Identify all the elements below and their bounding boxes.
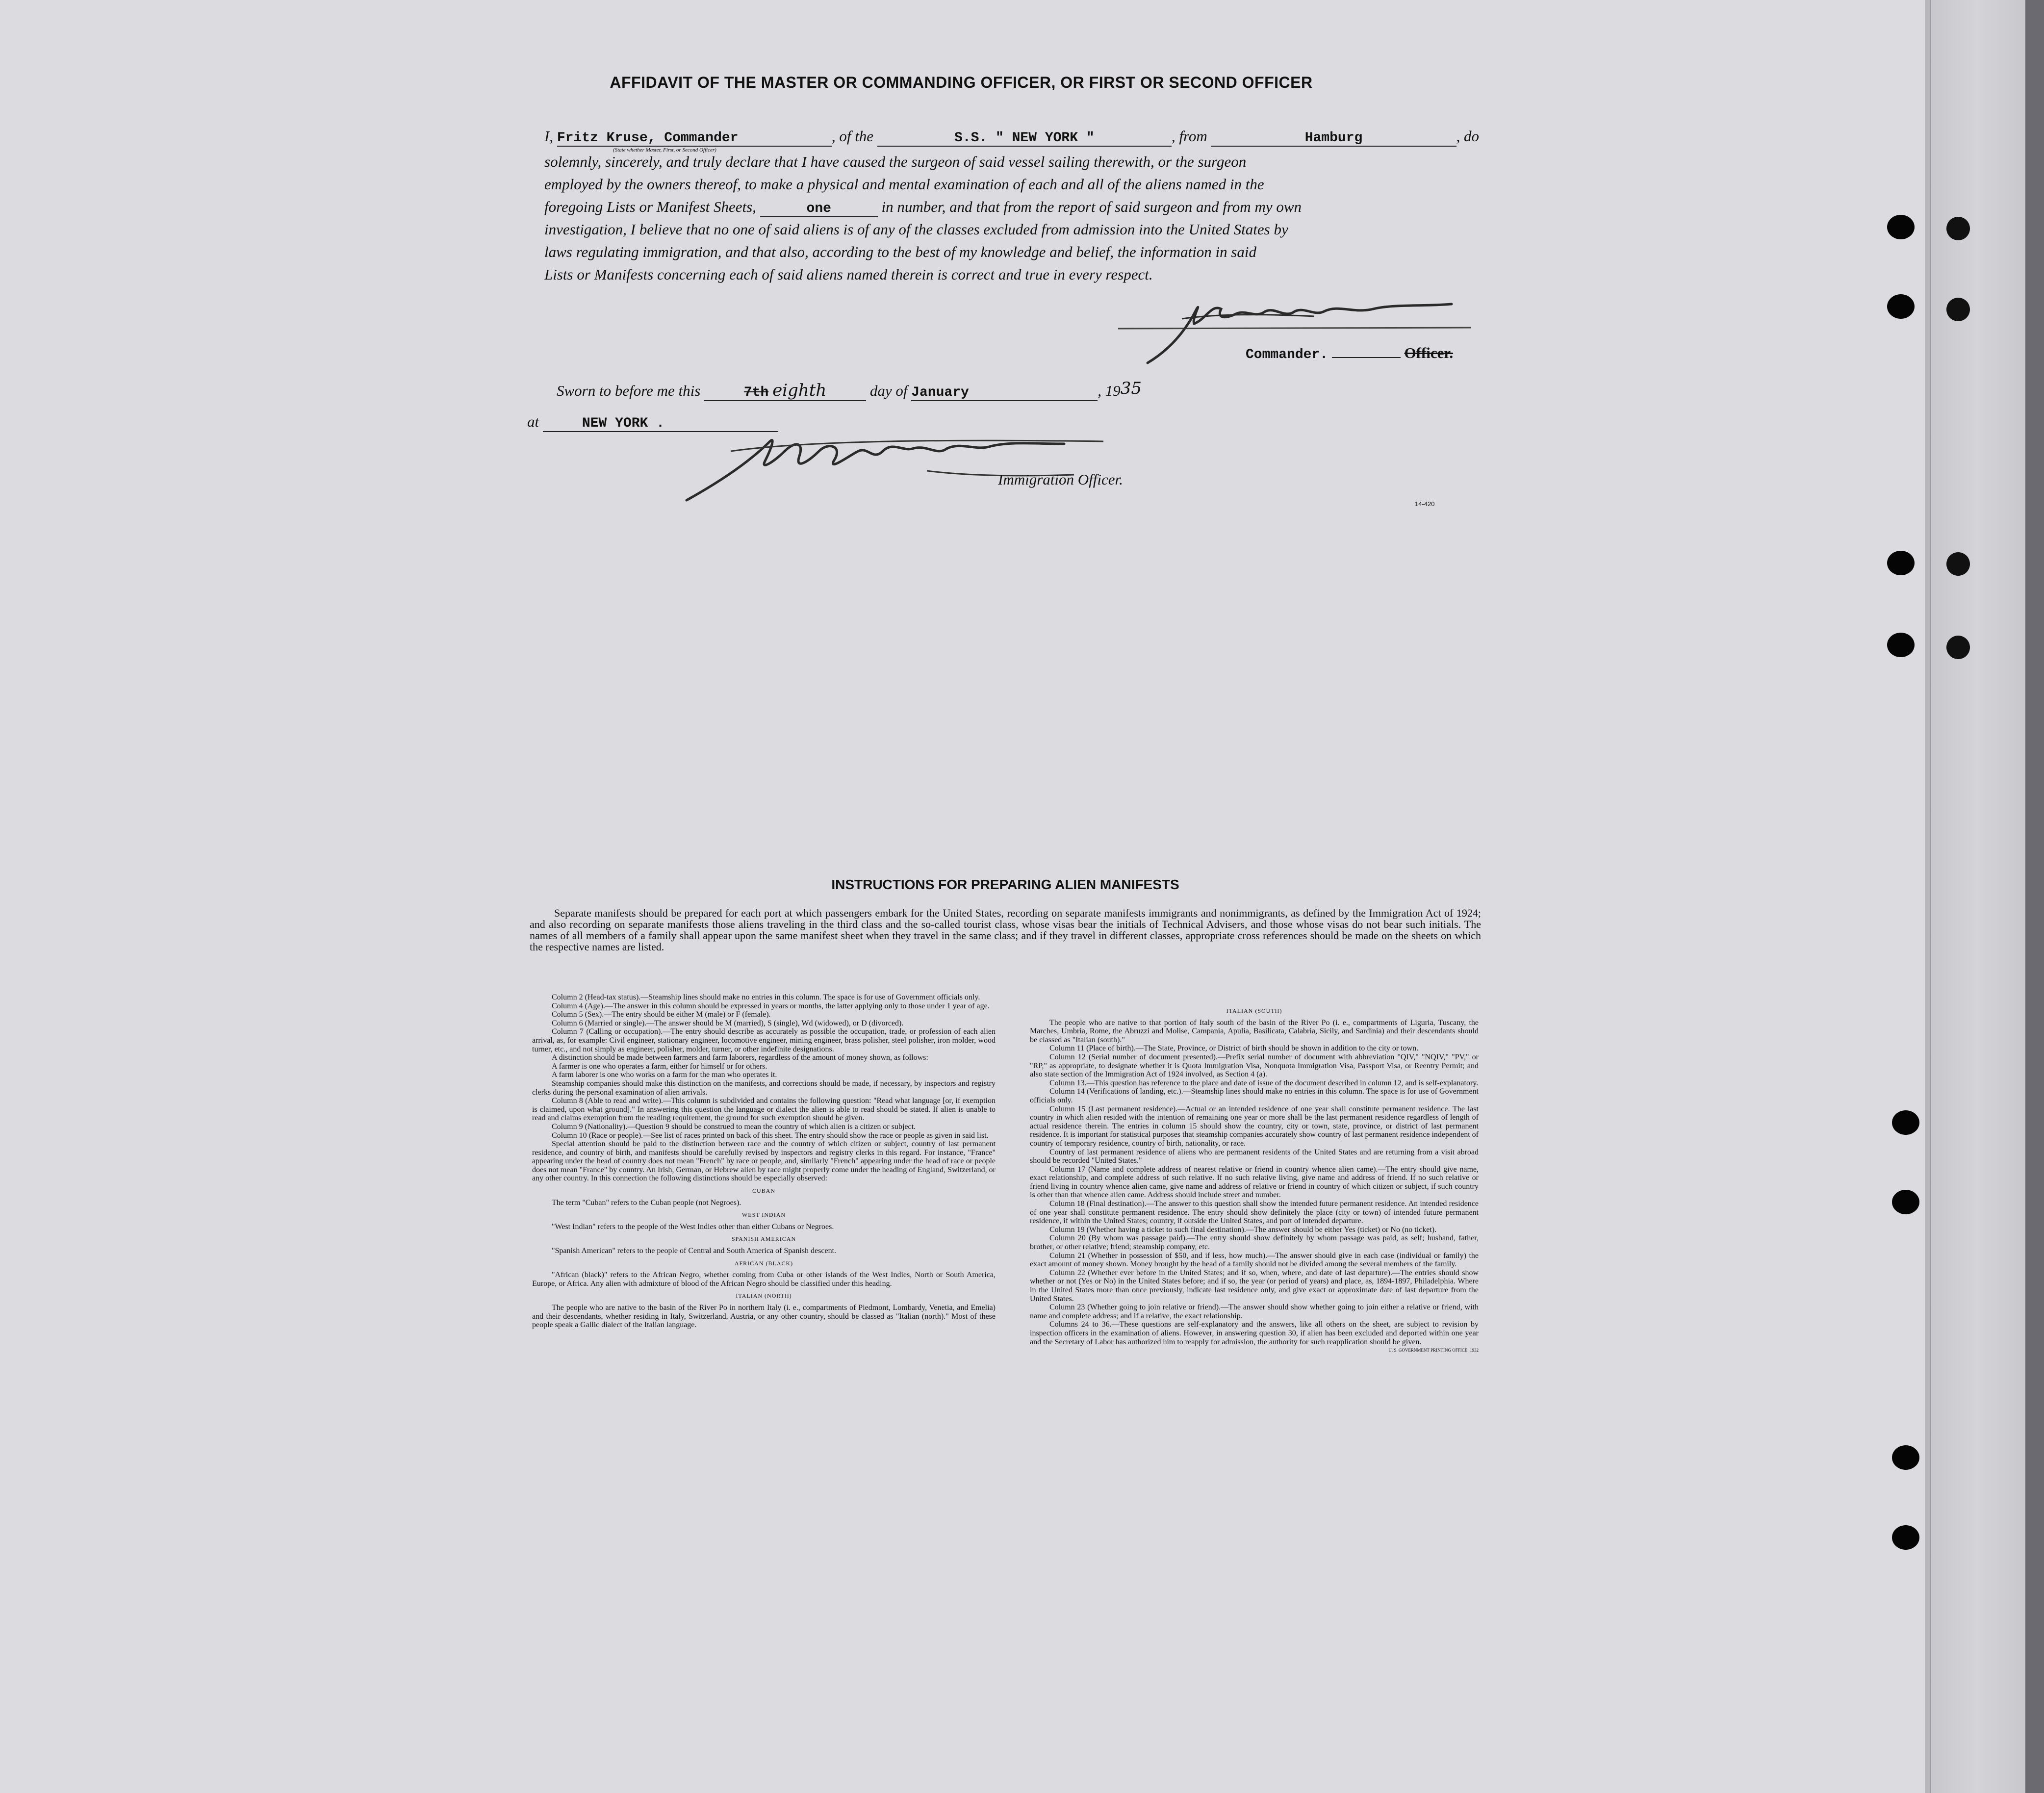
- day-struck: 7th: [743, 385, 769, 400]
- instructions-right-column: ITALIAN (SOUTH) The people who are native to that portion of Italy south of the basin of the River Po (i. e., compartments of Liguria, Tuscany, the Marches, Umbria, Rome, the Abruzzi and Molise, Campania, Apulia, Basilicata, Calabria, Sicily, and Sardinia) and their descendants should be classed as "Italian (south)." Column 11 (Place of birth).—The State, Province, or District of birth should be shown in addition to the city or town. Column 12 (Serial number of document presented).—Prefix serial number of document with abbreviation "QIV," "NQIV," "PV," or "RP," as appropriate, to designate whether it is Quota Immigration Visa, Nonquota Immigration Visa, Passport Visa, or Reentry Permit; and also state section of the Immigration Act of 1924 involved, as Section 4 (a). Column 13.—This question has reference to the place and date of issue of the document described in column 12, and is self-explanatory. Column 14 (Verifications of landing, etc.).—Steamship lines should make no entries in this column. The space is for use of Government officials only. Column 15 (Last permanent residence).—Actual or an intended residence of one year shall constitute permanent residence. The last country in which alien resided with the intention of remaining one year or more shall be the last permanent residence regardless of length of actual residence therein. The entries in column 15 should show the country, city or town, state, province, or district of last permanent residence. It is important for statistical purposes that steamship companies accurately show country of last permanent residence independent of country of temporary residence, country of birth, nationality, or race. Country of last permanent residence of aliens who are permanent residents of the United States and are returning from a visit abroad should be recorded "United States." Column 17 (Name and complete address of nearest relative or friend in country whence alien came).—The entry should give name, exact relationship, and complete address of such relative. If no such relative living, give name and address of friend. If no such relative or friend living in country whence alien came, give name and address of relative or friend in country of which citizen or subject, if such country is other than that whence alien came. Address should include street and number. Column 18 (Final destination).—The answer to this question shall show the intended future permanent residence. An intended residence of one year shall constitute permanent residence. The entry should show definitely the place (city or town) of intended future permanent residence, if within the United States; country, if outside the United States, and port of intended departure. Column 19 (Whether having a ticket to such final destination).—The answer should be either Yes (ticket) or No (no ticket). Column 20 (By whom was passage paid).—The entry should show definitely by whom passage was paid, as self; husband, father, brother, or other relative; friend; steamship company, etc. Column 21 (Whether in possession of $50, and if less, how much).—The answer should give in each case (individual or family) the exact amount of money shown. Money brought by the head of a family should not be divided among the several members of the family. Column 22 (Whether ever before in the United States; and if so, when, where, and date of last departure).—The entries should show whether or not (Yes or No) in the United States before; and if so, the year (or period of years) and place, as, 1894-1897, Philadelphia. Where in the United States more than once previously, indicate last residence only, and give exact or approximate date of last departure from the United States. Column 23 (Whether going to join relative or friend).—The answer should show whether going to join either a relative or friend, with name and complete address; and if a relative, the exact relationship. Columns 24 to 36.—These questions are self-explanatory and the answers, like all others on the sheet, are subject to revision by inspection officers in the examination of aliens. However, in answering question 30, if alien has been excluded and deported within one year and the Secretary of Labor has authorized him to reapply for admission, the authority for such reapplication should be given. U. S. GOVERNMENT PRINTING OFFICE: 1932: [1030, 1003, 1479, 1355]
- month-field: January: [911, 385, 1098, 401]
- section-heading: WEST INDIAN: [741, 1211, 786, 1219]
- port-field: Hamburg: [1211, 130, 1456, 147]
- section-heading: AFRICAN (BLACK): [734, 1259, 793, 1267]
- punch-hole: [1887, 551, 1915, 575]
- punch-hole: [1892, 1110, 1919, 1135]
- instructions-title: INSTRUCTIONS FOR PREPARING ALIEN MANIFESTS: [831, 877, 1179, 892]
- sworn-line: Sworn to before me this 7th eighth day of January , 1935: [557, 379, 1142, 400]
- commander-title-line: [1246, 344, 1453, 362]
- immigration-officer-label: Immigration Officer.: [998, 471, 1123, 488]
- affidavit-line-5: investigation, I believe that no one of said aliens is of any of the classes excluded from admission into the United States by: [544, 221, 1288, 238]
- year-handwritten: 35: [1120, 379, 1142, 398]
- affidavit-line-6: laws regulating immigration, and that also, according to the best of my knowledge and belief, the information in said: [544, 243, 1257, 260]
- officer-rank-note: (State whether Master, First, or Second Officer): [613, 147, 716, 153]
- affidavit-line-4: foregoing Lists or Manifest Sheets, one in number, and that from the report of said surgeon and from my own: [544, 198, 1302, 216]
- binding-edge: [2025, 0, 2044, 1793]
- day-handwritten: eighth: [772, 381, 827, 400]
- affidavit-line-7: Lists or Manifests concerning each of said aliens named therein is correct and true in every respect.: [544, 266, 1153, 283]
- punch-hole: [1887, 294, 1915, 319]
- place-field: NEW YORK .: [543, 416, 778, 432]
- affidavit-line-2: solemnly, sincerely, and truly declare that I have caused the surgeon of said vessel sailing therewith, or the surgeon: [544, 153, 1247, 170]
- affidavit-title: AFFIDAVIT OF THE MASTER OR COMMANDING OFFICER, OR FIRST OR SECOND OFFICER: [610, 74, 1313, 91]
- punch-hole: [1892, 1525, 1919, 1550]
- instructions-left-column: Column 2 (Head-tax status).—Steamship lines should make no entries in this column. The space is for use of Government officials only. Column 4 (Age).—The answer in this column should be expressed in years or months, the latter applying only to those under 1 year of age. Column 5 (Sex).—The entry should be either M (male) or F (female). Column 6 (Married or single).—The answer should be M (married), S (single), Wd (widowed), or D (divorced). Column 7 (Calling or occupation).—The entry should describe as accurately as possible the occupation, trade, or profession of each alien arrival, as, for example: Civil engineer, stationary engineer, locomotive engineer, mining engineer, brass polisher, steel polisher, iron molder, wood turner, etc., and not simply as engineer, polisher, molder, turner, or other indefinite designations. A distinction should be made between farmers and farm laborers, regardless of the amount of money shown, as follows: A farmer is one who operates a farm, either for himself or for others. A farm laborer is one who works on a farm for the man who operates it. Steamship companies should make this distinction on the manifests, and corrections should be made, if necessary, by inspectors and registry clerks during the personal examination of alien arrivals. Column 8 (Able to read and write).—This column is subdivided and contains the following question: "Read what language [or, if exemption is claimed, upon what ground]." In answering this question the language or dialect the alien is able to read should be stated. If alien is unable to read and claims exemption from the reading requirement, the ground for such exemption should be given. Column 9 (Nationality).—Question 9 should be construed to mean the country of which alien is a citizen or subject. Column 10 (Race or people).—See list of races printed on back of this sheet. The entry should show the race or people as given in said list. Special attention should be paid to the distinction between race and the country of which citizen or subject, country of last permanent residence, and country of birth, and manifests should be carefully revised by inspectors and registry clerks in this regard. For instance, "France" appearing under the head of country does not mean "French" by race or people, and, similarly "French" appearing under the head of race or people does not mean "France" by country. An Irish, German, or Hebrew alien by race might properly come under the heading of England, Switzerland, or any other country. In this connection the following distinctions should be especially observed: CUBAN The term "Cuban" refers to the Cuban people (not Negroes). WEST INDIAN "West Indian" refers to the people of the West Indies other than either Cubans or Negroes. SPANISH AMERICAN "Spanish American" refers to the people of Central and South America of Spanish descent. AFRICAN (BLACK) "African (black)" refers to the African Negro, whether coming from Cuba or other islands of the West Indies, North or South America, Europe, or Africa. Any alien with admixture of blood of the African Negro should be classified under this heading. ITALIAN (NORTH) The people who are native to the basin of the River Po in northern Italy (i. e., compartments of Piedmont, Lombardy, Venetia, and Emelia) and their descendants, whether residing in Italy, Switzerland, Austria, or any other country, should be classed as "Italian (north)." Most of these people speak a Gallic dialect of the Italian language.: [532, 993, 996, 1330]
- officer-word-struck: Officer.: [1404, 344, 1454, 361]
- section-heading: CUBAN: [752, 1187, 775, 1195]
- place-line: at NEW YORK .: [527, 413, 778, 432]
- punch-hole: [1946, 217, 1970, 240]
- punch-hole: [1887, 633, 1915, 657]
- instructions-intro: Separate manifests should be prepared for each port at which passengers embark for the United States, recording on separate manifests immigrants and nonimmigrants, as defined by the Immigration Act of 1924; and also recording on separate manifests those aliens traveling in the third class and the so-called tourist class, whose visas bear the initials of Technical Advisers, and those whose visas do not bear such initials. The names of all members of a family shall appear upon the same manifest sheet when they travel in the same class; and if they travel in different classes, appropriate cross references should be made on the sheets on which the respective names are listed.: [530, 907, 1481, 953]
- punch-hole: [1946, 552, 1970, 576]
- section-heading: ITALIAN (NORTH): [736, 1292, 792, 1300]
- immigration-officer-signature: [672, 422, 1143, 505]
- printer-imprint: U. S. GOVERNMENT PRINTING OFFICE: 1932: [1388, 1348, 1479, 1353]
- punch-hole: [1892, 1190, 1919, 1214]
- section-heading: ITALIAN (SOUTH): [1226, 1007, 1282, 1014]
- punch-hole: [1946, 636, 1970, 659]
- section-heading: SPANISH AMERICAN: [731, 1235, 796, 1243]
- affidavit-line-3: employed by the owners thereof, to make a physical and mental examination of each and all of the aliens named in the: [544, 176, 1264, 193]
- ship-name-field: S.S. " NEW YORK ": [877, 130, 1172, 147]
- officer-name-field: Fritz Kruse, Commander: [557, 130, 832, 147]
- punch-hole: [1892, 1445, 1919, 1470]
- affidavit-line-1: I, Fritz Kruse, Commander , of the S.S. " NEW YORK " , from Hamburg , do: [544, 128, 1479, 146]
- punch-hole: [1887, 215, 1915, 239]
- signer-title: Commander.: [1246, 347, 1329, 362]
- punch-hole: [1946, 298, 1970, 321]
- sheet-count-field: one: [760, 201, 878, 217]
- form-number: 14-420: [1415, 500, 1435, 508]
